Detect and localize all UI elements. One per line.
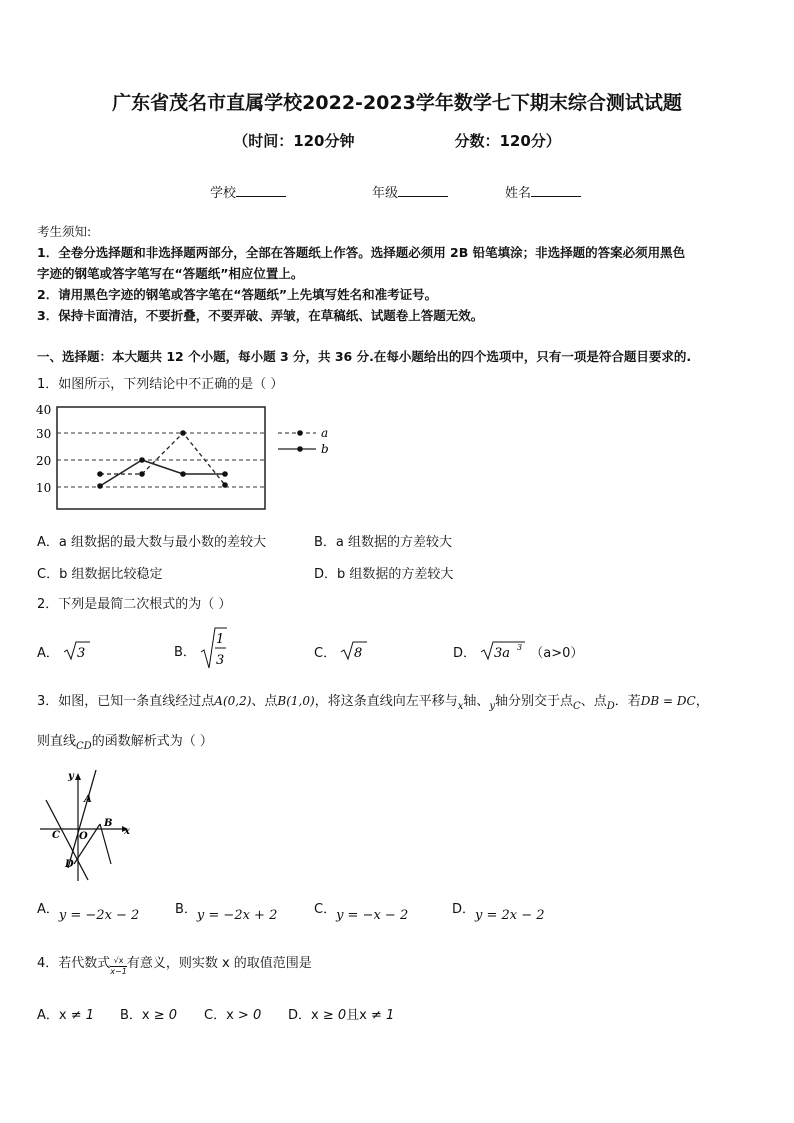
svg-text:3: 3 bbox=[216, 653, 225, 668]
y-tick-40: 40 bbox=[36, 403, 52, 417]
svg-text:1: 1 bbox=[216, 632, 225, 647]
legend-a-label: a bbox=[321, 426, 329, 440]
series-a-point bbox=[97, 471, 103, 477]
q2-option-b[interactable]: B． 1 3 bbox=[174, 626, 228, 674]
q4-option-b[interactable]: B．x ≥ 0 bbox=[120, 1008, 178, 1023]
chart-frame bbox=[57, 407, 265, 509]
section-heading: 一、选择题：本大题共 12 个小题，每小题 3 分，共 36 分.在每小题给出的四个选项中，只有一项是符合题目要求的. bbox=[37, 349, 692, 364]
legend-b-label: b bbox=[321, 442, 329, 456]
notice-item-3: 3．保持卡面清洁，不要折叠，不要弄破、弄皱，在草稿纸、试题卷上答题无效。 bbox=[37, 308, 484, 323]
q4-option-a[interactable]: A．x ≠ 1 bbox=[37, 1008, 95, 1023]
question-1-stem: 1．如图所示，下列结论中不正确的是（ ） bbox=[37, 377, 284, 392]
fraction: $\frac{√x}{x-1}$ bbox=[110, 956, 127, 976]
series-b-point bbox=[139, 457, 145, 463]
svg-text:A: A bbox=[84, 794, 92, 805]
q1-option-b[interactable]: B．a 组数据的方差较大 bbox=[314, 535, 453, 550]
q3-option-c[interactable]: C．y = −x − 2 bbox=[314, 902, 409, 923]
exam-time: （时间：120分钟 bbox=[233, 132, 355, 150]
q3-option-d[interactable]: D．y = 2x − 2 bbox=[452, 902, 545, 923]
series-a-line bbox=[100, 433, 225, 485]
series-a-point bbox=[222, 482, 228, 488]
q4-option-c[interactable]: C．x > 0 bbox=[204, 1008, 262, 1023]
sqrt-symbol bbox=[480, 640, 526, 662]
sqrt-symbol bbox=[63, 640, 91, 662]
svg-text:B: B bbox=[104, 818, 113, 829]
legend-a-marker bbox=[297, 430, 303, 436]
notice-item-2: 2．请用黑色字迹的钢笔或答字笔在“答题纸”上先填写姓名和准考证号。 bbox=[37, 287, 438, 302]
page-title: 广东省茂名市直属学校2022-2023学年数学七下期末综合测试试题 bbox=[112, 92, 682, 114]
question-3-stem: 3．如图，已知一条直线经过点A(0,2)、点B(1,0)，将这条直线向左平移与$_x$轴、$_y$轴分别交于点$_C$、点$_D$．若DB = DC， bbox=[37, 694, 709, 712]
series-a-point bbox=[180, 430, 186, 436]
sqrt-symbol bbox=[340, 640, 368, 662]
svg-text:3a: 3a bbox=[494, 646, 511, 661]
q1-option-c[interactable]: C．b 组数据比较稳定 bbox=[37, 567, 163, 582]
q2-option-d[interactable]: D． 3a 3 （a>0） bbox=[453, 640, 583, 662]
coordinate-figure bbox=[38, 768, 133, 883]
y-tick-20: 20 bbox=[36, 454, 52, 468]
y-tick-10: 10 bbox=[36, 481, 52, 495]
q1-option-a[interactable]: A．a 组数据的最大数与最小数的差较大 bbox=[37, 535, 266, 550]
q1-option-d[interactable]: D．b 组数据的方差较大 bbox=[314, 567, 454, 582]
school-field: 学校 bbox=[210, 182, 286, 201]
q2-option-c[interactable]: C． 8 bbox=[314, 640, 368, 662]
exam-score: 分数：120分） bbox=[454, 132, 561, 150]
svg-text:x: x bbox=[124, 826, 130, 837]
y-tick-30: 30 bbox=[36, 427, 52, 441]
sqrt-fraction bbox=[200, 626, 228, 670]
svg-text:D: D bbox=[65, 859, 74, 870]
line-ab bbox=[68, 770, 96, 868]
series-b-line bbox=[100, 460, 225, 486]
series-b-point bbox=[97, 483, 103, 489]
y-axis-arrow bbox=[75, 773, 81, 780]
legend-b-marker bbox=[297, 446, 303, 452]
question-2-stem: 2．下列是最简二次根式的为（ ） bbox=[37, 597, 232, 612]
line-chart bbox=[30, 400, 350, 516]
svg-text:O: O bbox=[79, 831, 88, 842]
grade-field: 年级 bbox=[372, 182, 448, 201]
series-b-point bbox=[180, 471, 186, 477]
notice-item-1: 1．全卷分选择题和非选择题两部分，全部在答题纸上作答。选择题必须用 2B 铅笔填涂；非选择题的答案必须用黑色 bbox=[37, 245, 686, 260]
exam-info bbox=[0, 130, 794, 151]
svg-text:C: C bbox=[52, 830, 60, 841]
q3-option-b[interactable]: B．y = −2x + 2 bbox=[175, 902, 278, 923]
svg-text:3: 3 bbox=[517, 643, 523, 652]
question-3-stem-cont: 则直线$_{CD}$的函数解析式为（ ） bbox=[37, 734, 213, 752]
notice-heading: 考生须知: bbox=[37, 224, 92, 239]
q3-option-a[interactable]: A．y = −2x − 2 bbox=[37, 902, 140, 923]
svg-text:3: 3 bbox=[77, 646, 86, 661]
svg-text:8: 8 bbox=[354, 646, 363, 661]
notice-item-1-cont: 字迹的钢笔或答字笔写在“答题纸”相应位置上。 bbox=[37, 266, 304, 281]
segment-b bbox=[100, 824, 111, 864]
q2-option-a[interactable]: A． 3 bbox=[37, 640, 91, 662]
series-a-point bbox=[139, 471, 145, 477]
question-4-stem: 4．若代数式 $\frac{√x}{x-1}$ 有意义，则实数 x 的取值范围是 bbox=[37, 956, 312, 976]
svg-text:y: y bbox=[68, 771, 74, 782]
name-field: 姓名 bbox=[505, 182, 581, 201]
q4-option-d[interactable]: D．x ≥ 0且x ≠ 1 bbox=[288, 1008, 395, 1023]
series-b-point bbox=[222, 471, 228, 477]
